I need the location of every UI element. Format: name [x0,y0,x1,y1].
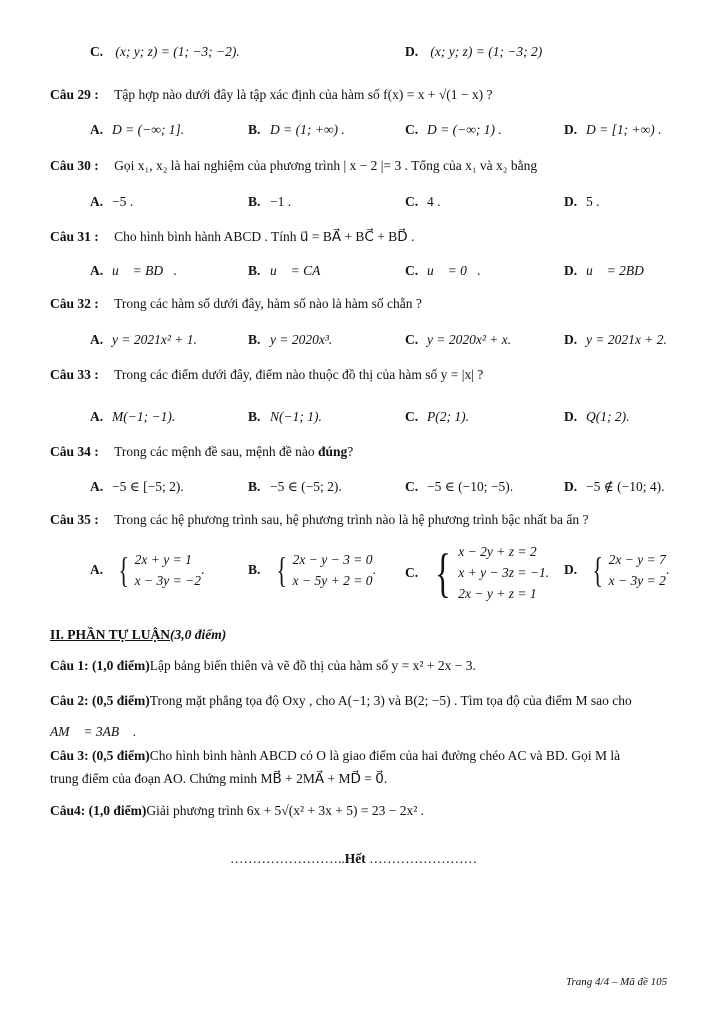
question-34 [50,444,353,460]
option-text: y = 2021x² + 1. [112,332,197,347]
q33-option-c[interactable] [405,409,469,425]
question-number: Câu 35 : [50,512,99,527]
equation-row: x − 3y = 2 [608,573,666,588]
equation-end: . [372,562,376,577]
question-text: Trong các mệnh đề sau, mệnh đề nào [114,444,318,459]
option-label: B. [248,409,261,424]
option-text: D = (1; +∞) . [270,122,345,137]
option-text: y = 2021x + 2. [586,332,667,347]
end-marker [230,851,477,867]
question-head: Câu 3: (0,5 điểm) [50,748,150,763]
option-label: C. [90,44,104,59]
section-points: (3,0 điểm) [170,627,227,642]
q32-option-b[interactable] [248,332,332,348]
question-text: Trong các điểm dưới đây, điểm nào thuộc đồ thị của hàm số y = |x| ? [114,367,484,382]
equation-row: x − 5y + 2 = 0 [292,573,373,588]
option-text: y = 2020x³. [270,332,333,347]
q30-option-d[interactable] [564,194,600,210]
question-text-emphasis: đúng [317,444,348,459]
q29-option-b[interactable] [248,122,345,138]
essay-question-3 [50,748,620,764]
question-text: Trong mặt phẳng tọa độ Oxy , cho A(−1; 3) và B(2; −5) . Tìm tọa độ của điểm M sao cho [149,693,632,708]
option-text: u⃗ = BD⃗. [112,263,177,278]
q35-option-d[interactable] [564,549,669,591]
question-number: Câu 34 : [50,444,99,459]
equation-row: 2x − y − 3 = 0 [292,552,373,567]
equation-row: x − 2y + z = 2 [458,544,537,559]
question-number: Câu 33 : [50,367,99,382]
q34-option-c[interactable] [405,479,513,495]
question-number: Câu 29 : [50,87,99,102]
question-text: Tập hợp nào dưới đây là tập xác định của hàm số f(x) = x + √(1 − x) ? [114,87,493,102]
question-number: Câu 32 : [50,296,99,311]
q32-option-c[interactable] [405,332,511,348]
option-label: D. [564,332,578,347]
q32-option-d[interactable] [564,332,667,348]
equation-row: 2x − y + z = 1 [458,586,537,601]
option-label: A. [90,194,104,209]
question-number: Câu 30 : [50,158,99,173]
option-label: D. [564,263,578,278]
q33-option-d[interactable] [564,409,630,425]
equation-system [273,549,375,591]
question-33 [50,367,483,383]
option-text: P(2; 1). [427,409,469,424]
q30-option-b[interactable] [248,194,291,210]
q30-option-a[interactable] [90,194,133,210]
question-text: Giải phương trình 6x + 5√(x² + 3x + 5) = 23 − 2x² . [146,803,425,818]
brace-icon: { [276,550,288,590]
essay-question-2-cont: AM⃗ = 3AB⃗ . [50,724,137,739]
option-text: (x; y; z) = (1; −3; 2) [430,44,543,59]
option-text: −5 ∈ (−5; 2). [270,479,342,494]
q29-option-c[interactable] [405,122,502,138]
option-text: −5 ∉ (−10; 4). [586,479,665,494]
equation-system [430,541,549,604]
section-heading [50,627,226,643]
option-label: A. [90,562,104,577]
q35-option-c[interactable] [405,541,549,604]
option-label: B. [248,479,261,494]
option-label: C. [405,194,419,209]
option-text: u⃗ = 0⃗. [427,263,481,278]
section-title: II. PHẦN TỰ LUẬN [50,627,171,642]
option-label: C. [405,332,419,347]
q31-option-b[interactable] [248,263,331,279]
option-label: D. [564,122,578,137]
end-label: Hết [344,851,366,866]
option-label: B. [248,332,261,347]
question-text: Cho hình bình hành ABCD . Tính u⃗ = BA⃗ + BC⃗ + BD⃗ . [114,229,415,244]
essay-question-1 [50,658,476,674]
question-head: Câu 2: (0,5 điểm) [50,693,150,708]
option-text: D = [1; +∞) . [586,122,662,137]
q31-option-d[interactable] [564,263,654,279]
q32-option-a[interactable] [90,332,197,348]
option-text: (x; y; z) = (1; −3; −2). [115,44,240,59]
q30-option-c[interactable] [405,194,441,210]
essay-question-4 [50,803,424,819]
option-text: −5 ∈ [−5; 2). [112,479,184,494]
option-label: C. [405,122,419,137]
question-text: Trong các hệ phương trình sau, hệ phương trình nào là hệ phương trình bậc nhất ba ẩn ? [114,512,589,527]
option-label: D. [564,409,578,424]
q35-option-b[interactable] [248,549,376,591]
option-text: D = (−∞; 1) . [427,122,502,137]
question-29 [50,87,493,103]
q34-option-d[interactable] [564,479,664,495]
q29-option-a[interactable] [90,122,184,138]
equation-system [115,549,204,591]
question-35 [50,512,589,528]
essay-question-2 [50,693,632,709]
question-32 [50,296,422,312]
end-dots-right: …………………… [365,851,478,866]
q31-option-a[interactable] [90,263,177,279]
option-text: D = (−∞; 1]. [112,122,185,137]
option-label: C. [405,263,419,278]
option-label: B. [248,263,261,278]
equation-row: 2x − y = 7 [608,552,666,567]
q34-option-a[interactable] [90,479,184,495]
essay-question-3-cont: trung điểm của đoạn AO. Chứng minh MB⃗ + 2MA⃗ + MD⃗ = 0⃗. [50,771,388,786]
q28-option-d[interactable] [405,44,542,60]
option-text: u⃗ = 2BD⃗ [586,263,655,278]
option-label: D. [564,562,578,577]
question-text: Lập bảng biến thiên và vẽ đồ thị của hàm số y = x² + 2x − 3. [149,658,476,673]
equation-end: . [665,562,670,577]
page-footer: Trang 4/4 – Mã đề 105 [566,976,668,988]
question-head: Câu4: (1,0 điểm) [50,803,147,818]
q29-option-d[interactable] [564,122,661,138]
equation-row: x − 3y = −2 [134,573,201,588]
q33-option-a[interactable] [90,409,175,425]
brace-icon: { [118,550,130,590]
option-text: y = 2020x² + x. [427,332,512,347]
equation-row: 2x + y = 1 [134,552,192,567]
option-text: −1 . [270,194,292,209]
q35-option-a[interactable] [90,549,204,591]
question-31 [50,229,414,245]
question-30 [50,158,537,174]
question-text: Gọi x₁, x₂ là hai nghiệm của phương trình | x − 2 |= 3 . Tổng của x₁ và x₂ bằng [114,158,538,173]
option-text: −5 ∈ (−10; −5). [427,479,514,494]
brace-icon: { [435,542,452,603]
option-label: A. [90,479,104,494]
question-text: Trong các hàm số dưới đây, hàm số nào là hàm số chẵn ? [114,296,422,311]
end-dots-left: …………………….. [230,851,345,866]
question-text: Cho hình bình hành ABCD có O là giao điểm của hai đường chéo AC và BD. Gọi M là [149,748,621,763]
option-label: D. [564,479,578,494]
option-label: A. [90,122,104,137]
option-label: B. [248,194,261,209]
question-head: Câu 1: (1,0 điểm) [50,658,150,673]
option-text: −5 . [112,194,134,209]
option-text: M(−1; −1). [112,409,176,424]
q34-option-b[interactable] [248,479,342,495]
brace-icon: { [592,550,604,590]
option-label: A. [90,409,104,424]
option-text: 4 . [427,194,441,209]
q33-option-b[interactable] [248,409,322,425]
option-label: B. [248,562,261,577]
question-number: Câu 31 : [50,229,99,244]
option-label: D. [564,194,578,209]
q28-option-c[interactable] [90,44,240,60]
option-text: 5 . [586,194,600,209]
option-label: C. [405,409,419,424]
equation-end: . [200,562,205,577]
equation-system [589,549,669,591]
option-text: N(−1; 1). [270,409,322,424]
option-label: C. [405,479,419,494]
q31-option-c[interactable] [405,263,481,279]
option-label: C. [405,564,419,580]
equation-row: x + y − 3z = −1. [458,565,550,580]
option-label: A. [90,263,104,278]
option-label: B. [248,122,261,137]
option-text: Q(1; 2). [586,409,630,424]
question-text-end: ? [347,444,354,459]
option-text: u⃗ = CA⃗ [270,263,331,278]
option-label: A. [90,332,104,347]
option-label: D. [405,44,419,59]
